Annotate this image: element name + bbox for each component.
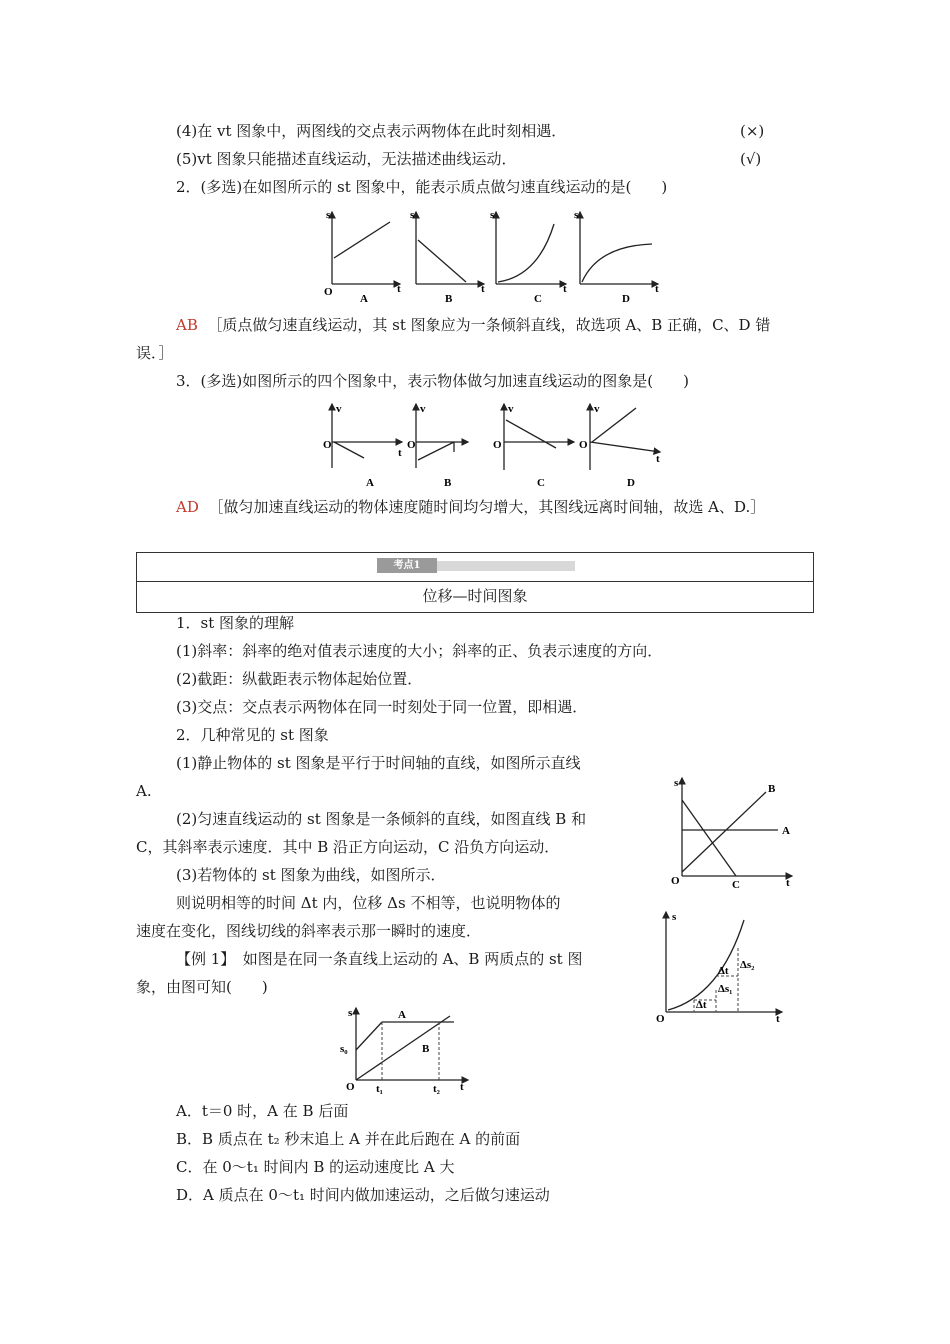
svg-text:O: O (407, 439, 416, 451)
body-line-12: 速度在变化，图线切线的斜率表示那一瞬时的速度． (136, 922, 482, 940)
option-b: B．B 质点在 t₂ 秒末追上 A 并在此后跑在 A 的前面 (176, 1130, 521, 1148)
svg-text:B: B (768, 783, 776, 795)
svg-text:s: s (326, 209, 331, 221)
svg-text:t: t (776, 1013, 780, 1024)
svg-text:t: t (398, 447, 402, 459)
body-line-8: (2)匀速直线运动的 st 图象是一条倾斜的直线，如图直线 B 和 (176, 810, 587, 828)
question-3-figure (318, 400, 668, 492)
svg-text:O: O (323, 439, 332, 451)
option-c: C．在 0～t₁ 时间内 B 的运动速度比 A 大 (176, 1158, 455, 1176)
svg-text:t: t (460, 1081, 464, 1093)
svg-text:t: t (397, 283, 401, 295)
statement-4: (4)在 vt 图象中，两图线的交点表示两物体在此时刻相遇． (176, 122, 567, 140)
vt-graph-panel-b (407, 403, 468, 489)
svg-text:B: B (422, 1043, 430, 1055)
svg-text:D: D (622, 293, 630, 305)
svg-text:A: A (782, 825, 790, 837)
option-d: D．A 质点在 0～t₁ 时间内做加速运动，之后做匀速运动 (176, 1186, 550, 1204)
vt-graph-panel-a (323, 403, 402, 489)
example-1-stem: 【例 1】 如图是在同一条直线上运动的 A、B 两质点的 st 图 (176, 950, 583, 968)
svg-text:C: C (537, 477, 545, 489)
example-1-stem-cont: 象，由图可知( ) (136, 978, 268, 996)
vt-graph-panel-d (579, 403, 660, 489)
svg-text:A: A (360, 293, 368, 305)
svg-text:s: s (490, 209, 495, 221)
svg-text:s₀: s₀ (340, 1043, 348, 1055)
statement-5: (5)vt 图象只能描述直线运动，无法描述曲线运动． (176, 150, 517, 168)
question-3-answer: AD (176, 498, 199, 516)
st-graph-panel-b (410, 209, 485, 305)
svg-text:A: A (398, 1009, 406, 1021)
svg-text:D: D (627, 477, 635, 489)
body-line-11: 则说明相等的时间 Δt 内，位移 Δs 不相等，也说明物体的 (176, 894, 561, 912)
svg-text:s: s (672, 911, 677, 923)
body-line-5: 2．几种常见的 st 图象 (176, 726, 329, 744)
svg-text:v: v (594, 403, 600, 415)
svg-text:Δt: Δt (696, 999, 707, 1011)
body-line-4: (3)交点：交点表示两物体在同一时刻处于同一位置，即相遇． (176, 698, 588, 716)
svg-text:C: C (534, 293, 542, 305)
st-graph-panel-d (574, 209, 659, 305)
body-line-10: (3)若物体的 st 图象为曲线，如图所示． (176, 866, 446, 884)
body-line-1: 1．st 图象的理解 (176, 614, 295, 632)
svg-text:s: s (410, 209, 415, 221)
section-header-box (136, 552, 814, 613)
svg-text:t: t (786, 877, 790, 889)
st-graph-panel-c (490, 209, 567, 305)
svg-text:O: O (346, 1081, 355, 1093)
svg-text:C: C (732, 879, 740, 891)
svg-text:t: t (656, 453, 660, 465)
svg-text:s: s (348, 1007, 353, 1019)
question-2-explanation: ［质点做匀速直线运动，其 st 图象应为一条倾斜直线，故选项 A、B 正确，C、D 错 (207, 316, 771, 334)
question-2-answer: AB (176, 316, 198, 334)
svg-text:Δs₂: Δs₂ (740, 959, 755, 971)
svg-text:B: B (445, 293, 453, 305)
svg-text:t: t (481, 283, 485, 295)
svg-text:Δs₁: Δs₁ (718, 983, 733, 995)
body-line-6: (1)静止物体的 st 图象是平行于时间轴的直线，如图所示直线 (176, 754, 581, 772)
question-3-explanation: ［做匀加速直线运动的物体速度随时间均匀增大，其图线远离时间轴，故选 A、D.］ (208, 498, 766, 516)
svg-text:O: O (656, 1013, 665, 1024)
svg-text:O: O (324, 286, 333, 298)
body-line-2: (1)斜率：斜率的绝对值表示速度的大小；斜率的正、负表示速度的方向． (176, 642, 663, 660)
svg-text:A: A (366, 477, 374, 489)
statement-5-mark: (√) (740, 150, 762, 168)
st-curve-figure (654, 906, 788, 1024)
example-1-figure (338, 1002, 474, 1094)
section-divider (137, 581, 813, 582)
svg-text:v: v (420, 403, 426, 415)
svg-text:v: v (508, 403, 514, 415)
question-2-stem: 2．(多选)在如图所示的 st 图象中，能表示质点做匀速直线运动的是( ) (176, 178, 668, 196)
svg-text:Δt: Δt (718, 965, 729, 977)
svg-text:t₁: t₁ (376, 1083, 383, 1094)
question-2-figure (318, 206, 668, 308)
question-2-explanation-cont: 误．］ (136, 344, 174, 362)
body-line-7: A. (136, 782, 152, 800)
st-lines-figure (666, 772, 806, 894)
svg-text:O: O (493, 439, 502, 451)
svg-text:t₂: t₂ (433, 1083, 440, 1094)
svg-text:t: t (655, 283, 659, 295)
statement-4-mark: (×) (740, 122, 765, 140)
option-a: A．t＝0 时，A 在 B 后面 (176, 1102, 349, 1120)
svg-text:s: s (674, 777, 679, 789)
svg-text:t: t (563, 283, 567, 295)
svg-text:s: s (574, 209, 579, 221)
body-line-3: (2)截距：纵截距表示物体起始位置． (176, 670, 423, 688)
svg-text:O: O (671, 875, 680, 887)
question-3-stem: 3．(多选)如图所示的四个图象中，表示物体做匀加速直线运动的图象是( ) (176, 372, 689, 390)
vt-graph-panel-c (493, 403, 574, 489)
svg-text:O: O (579, 439, 588, 451)
section-badge: 考点1 (377, 558, 437, 573)
st-graph-panel-a (324, 209, 401, 305)
svg-text:v: v (336, 403, 342, 415)
svg-text:B: B (444, 477, 452, 489)
body-line-9: C，其斜率表示速度．其中 B 沿正方向运动，C 沿负方向运动． (136, 838, 560, 856)
section-title: 位移—时间图象 (422, 587, 528, 605)
